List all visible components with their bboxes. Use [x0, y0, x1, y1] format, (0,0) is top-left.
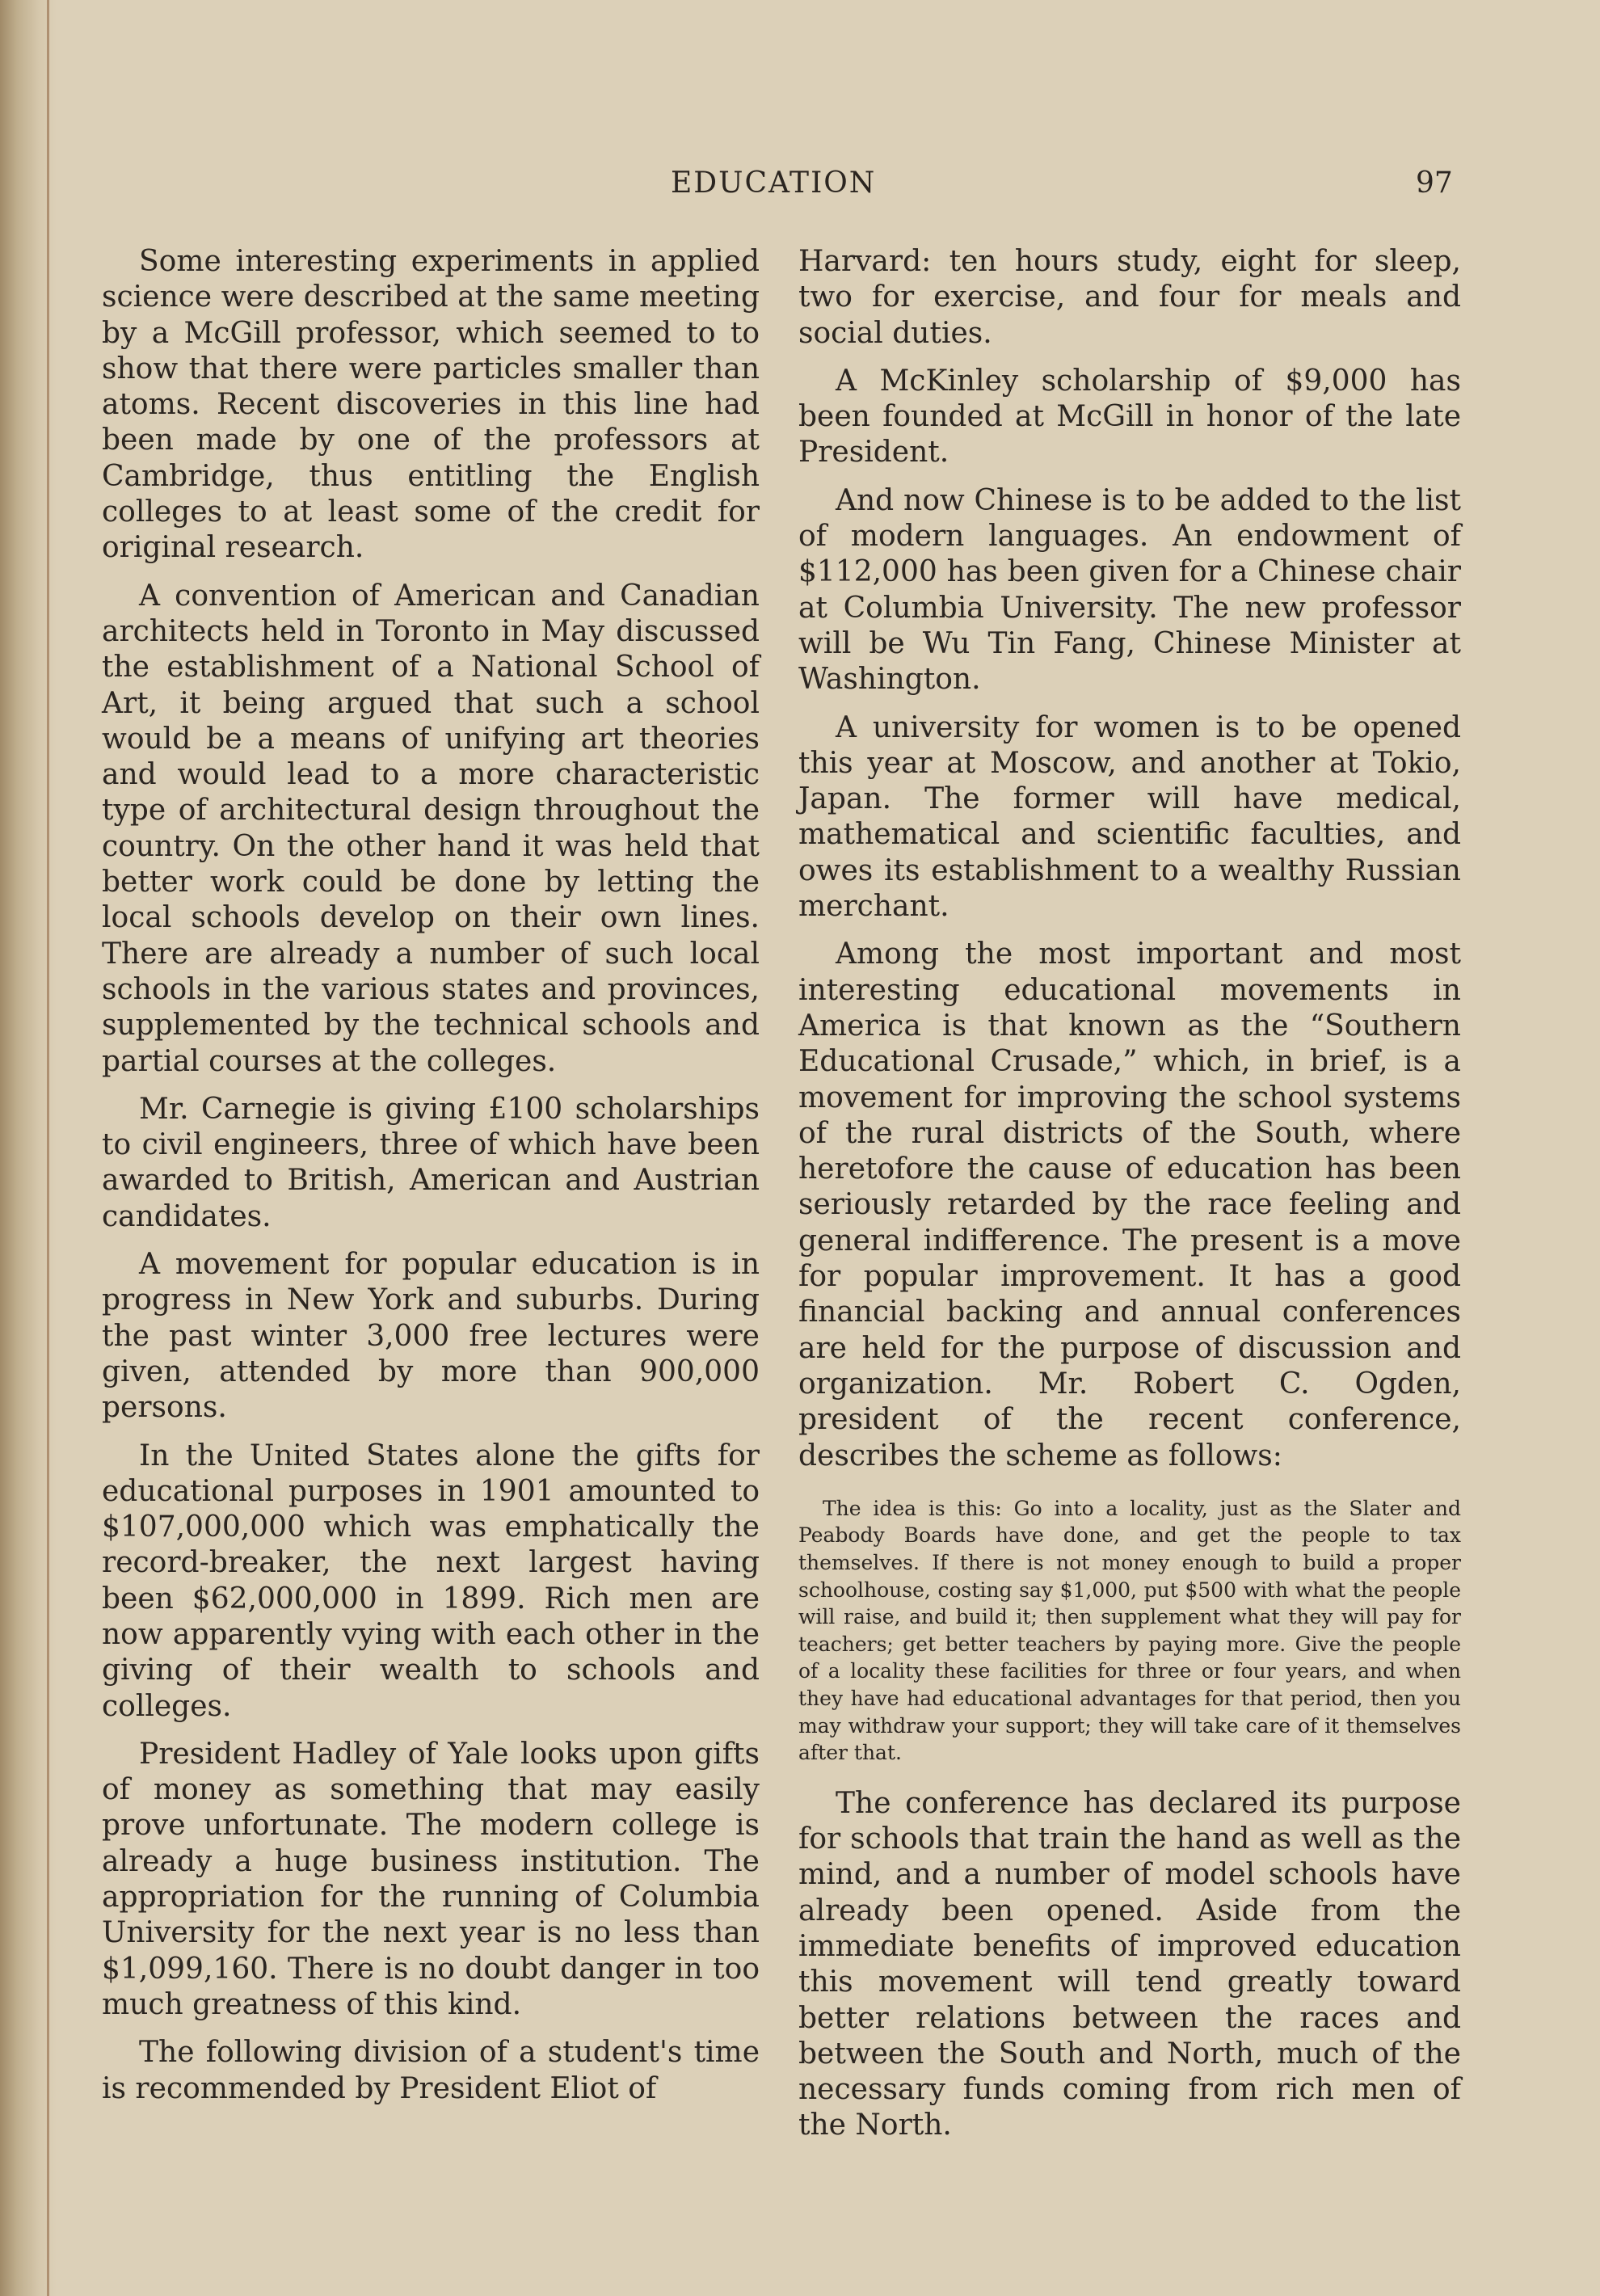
right-column [798, 244, 1461, 2144]
left-column [102, 244, 760, 2107]
binding-edge [47, 0, 49, 2296]
paragraph-architects-convention: A convention of American and Canadian architects held in Toronto in May discussed the establishment of a National School of Art, it being argued that such a school would be a means of unifying art theories and would lead to a more characteristic type of architectural design throughout the country. On the other hand it was held that better work could be done by letting the local schools develop on their own lines. There are already a number of such local schools in the various states and provinces, supplemented by the technical schools and partial courses at the colleges. [102, 579, 760, 1078]
running-title: EDUCATION [671, 166, 877, 200]
running-header [0, 166, 1600, 207]
block-quote-ogden: The idea is this: Go into a locality, just as the Slater and Peabody Boards have done, and get the people to tax themselves. If there is not money enough to build a proper schoolhouse, costing say $1,000, put $500 with what the people will raise, and build it; then supplement what they will pay for teachers; get better teachers by paying more. Give the people of a locality these facilities for three or four years, and when they have had educational advantages for that period, then you may withdraw your support; they will take care of it themselves after that. [798, 1496, 1461, 1765]
paragraph-university-for-women: A university for women is to be opened this year at Moscow, and another at Tokio, Japan. The former will have medical, mathematical and scientific faculties, and owes its establishment to a wealthy Russian merchant. [798, 710, 1461, 924]
paragraph-student-time: The following division of a student's time is recommended by President Eliot of [102, 2036, 760, 2105]
paragraph-popular-education: A movement for popular education is in progress in New York and suburbs. During the past winter 3,000 free lectures were given, attended by more than 900,000 persons. [102, 1248, 760, 1425]
paragraph-mckinley-scholarship: A McKinley scholarship of $9,000 has been founded at McGill in honor of the late President. [798, 364, 1461, 470]
paragraph-harvard-continued: Harvard: ten hours study, eight for sleep, two for exercise, and four for meals and social duties. [798, 245, 1461, 350]
paragraph-applied-science: Some interesting experiments in applied science were described at the same meeting by a McGill professor, which seemed to to show that there were particles smaller than atoms. Recent discoveries in this line had been made by one of the professors at Cambridge, thus entitling the English colleges to at least some of the credit for original research. [102, 245, 760, 565]
paragraph-educational-gifts: In the United States alone the gifts for educational purposes in 1901 amounted to $107,000,000 which was emphatically the record-breaker, the next largest having been $62,000,000 in 1899. Rich men are now apparently vying with each other in the giving of their wealth to schools and colleges. [102, 1439, 760, 1723]
paragraph-conference-purpose: The conference has declared its purpose for schools that train the hand as well as the mind, and a number of model schools have already been opened. Aside from the immediate benefits of improved education this movement will tend greatly toward better relations between the races and between the South and North, much of the necessary funds coming from rich men of the North. [798, 1786, 1461, 2142]
paragraph-carnegie-scholarships: Mr. Carnegie is giving £100 scholarships to civil engineers, three of which have been awarded to British, American and Austrian candidates. [102, 1092, 760, 1233]
page-number: 97 [1416, 166, 1453, 200]
paragraph-southern-crusade: Among the most important and most interesting educational movements in America is that known as the “Southern Educational Crusade,” which, in brief, is a movement for improving the school systems of the rural districts of the South, where heretofore the cause of education has been seriously retarded by the race feeling and general indifference. The present is a move for popular improvement. It has a good financial backing and annual conferences are held for the purpose of discussion and organization. Mr. Robert C. Ogden, president of the recent conference, describes the scheme as follows: [798, 937, 1461, 1472]
paragraph-president-hadley: President Hadley of Yale looks upon gifts of money as something that may easily prove unfortunate. The modern college is already a huge business institution. The appropriation for the running of Columbia University for the next year is no less than $1,099,160. There is no doubt danger in too much greatness of this kind. [102, 1737, 760, 2021]
paragraph-chinese-chair: And now Chinese is to be added to the list of modern languages. An endowment of $112,000 has been given for a Chinese chair at Columbia University. The new professor will be Wu Tin Fang, Chinese Minister at Washington. [798, 483, 1461, 697]
